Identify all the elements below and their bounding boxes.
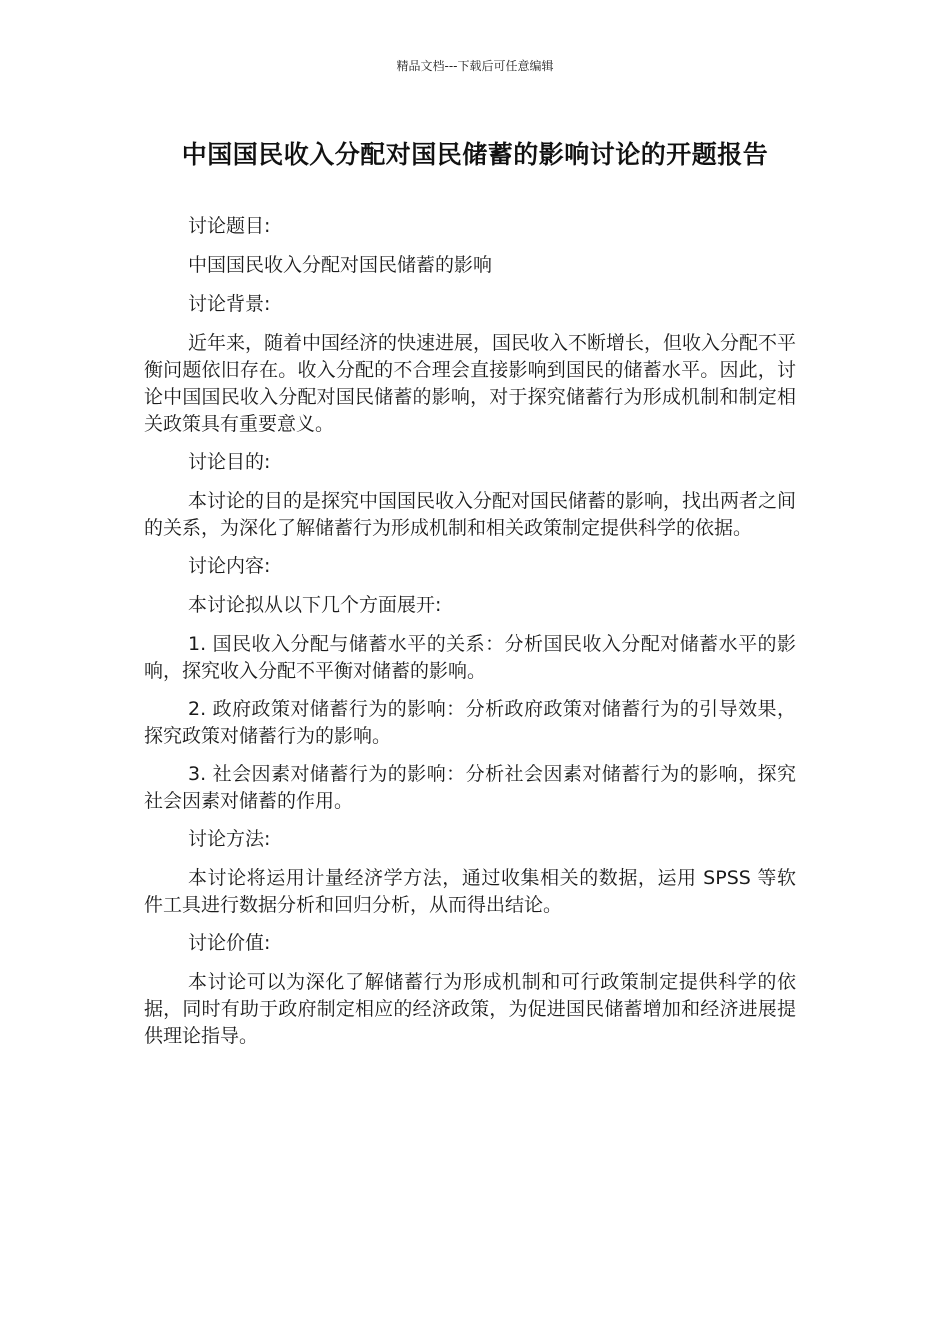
section-heading-content: 讨论内容:: [188, 555, 271, 577]
content-intro-text: 本讨论拟从以下几个方面展开:: [188, 594, 442, 616]
topic-text: 中国国民收入分配对国民储蓄的影响: [188, 254, 493, 276]
background-text: 近年来，随着中国经济的快速进展，国民收入不断增长，但收入分配不平衡问题依旧存在。收入分配的不合理会直接影响到国民的储蓄水平。因此，讨论中国国民收入分配对国民储蓄的影响，对于探究储蓄行为形成机制和制定相关政策具有重要意义。: [144, 332, 797, 435]
document-title: 中国国民收入分配对国民储蓄的影响讨论的开题报告: [181, 140, 769, 169]
method-text: 本讨论将运用计量经济学方法，通过收集相关的数据，运用 SPSS 等软件工具进行数据分析和回归分析，从而得出结论。: [144, 867, 796, 916]
section-heading-value: 讨论价值:: [188, 932, 271, 954]
section-heading-topic: 讨论题目:: [188, 215, 271, 237]
content-item-1: 1. 国民收入分配与储蓄水平的关系：分析国民收入分配对储蓄水平的影响，探究收入分配不平衡对储蓄的影响。: [144, 633, 796, 682]
value-text: 本讨论可以为深化了解储蓄行为形成机制和可行政策制定提供科学的依据，同时有助于政府制定相应的经济政策，为促进国民储蓄增加和经济进展提供理论指导。: [144, 971, 796, 1047]
section-heading-method: 讨论方法:: [188, 828, 271, 850]
section-heading-purpose: 讨论目的:: [188, 451, 271, 473]
header-note: 精品文档---下载后可任意编辑: [396, 59, 554, 73]
document-body: [144, 213, 796, 1061]
purpose-text: 本讨论的目的是探究中国国民收入分配对国民储蓄的影响，找出两者之间的关系，为深化了解储蓄行为形成机制和相关政策制定提供科学的依据。: [144, 490, 797, 539]
content-item-2: 2. 政府政策对储蓄行为的影响：分析政府政策对储蓄行为的引导效果，探究政策对储蓄行为的影响。: [144, 698, 796, 747]
section-heading-background: 讨论背景:: [188, 293, 271, 315]
content-item-3: 3. 社会因素对储蓄行为的影响：分析社会因素对储蓄行为的影响，探究社会因素对储蓄的作用。: [144, 763, 796, 812]
